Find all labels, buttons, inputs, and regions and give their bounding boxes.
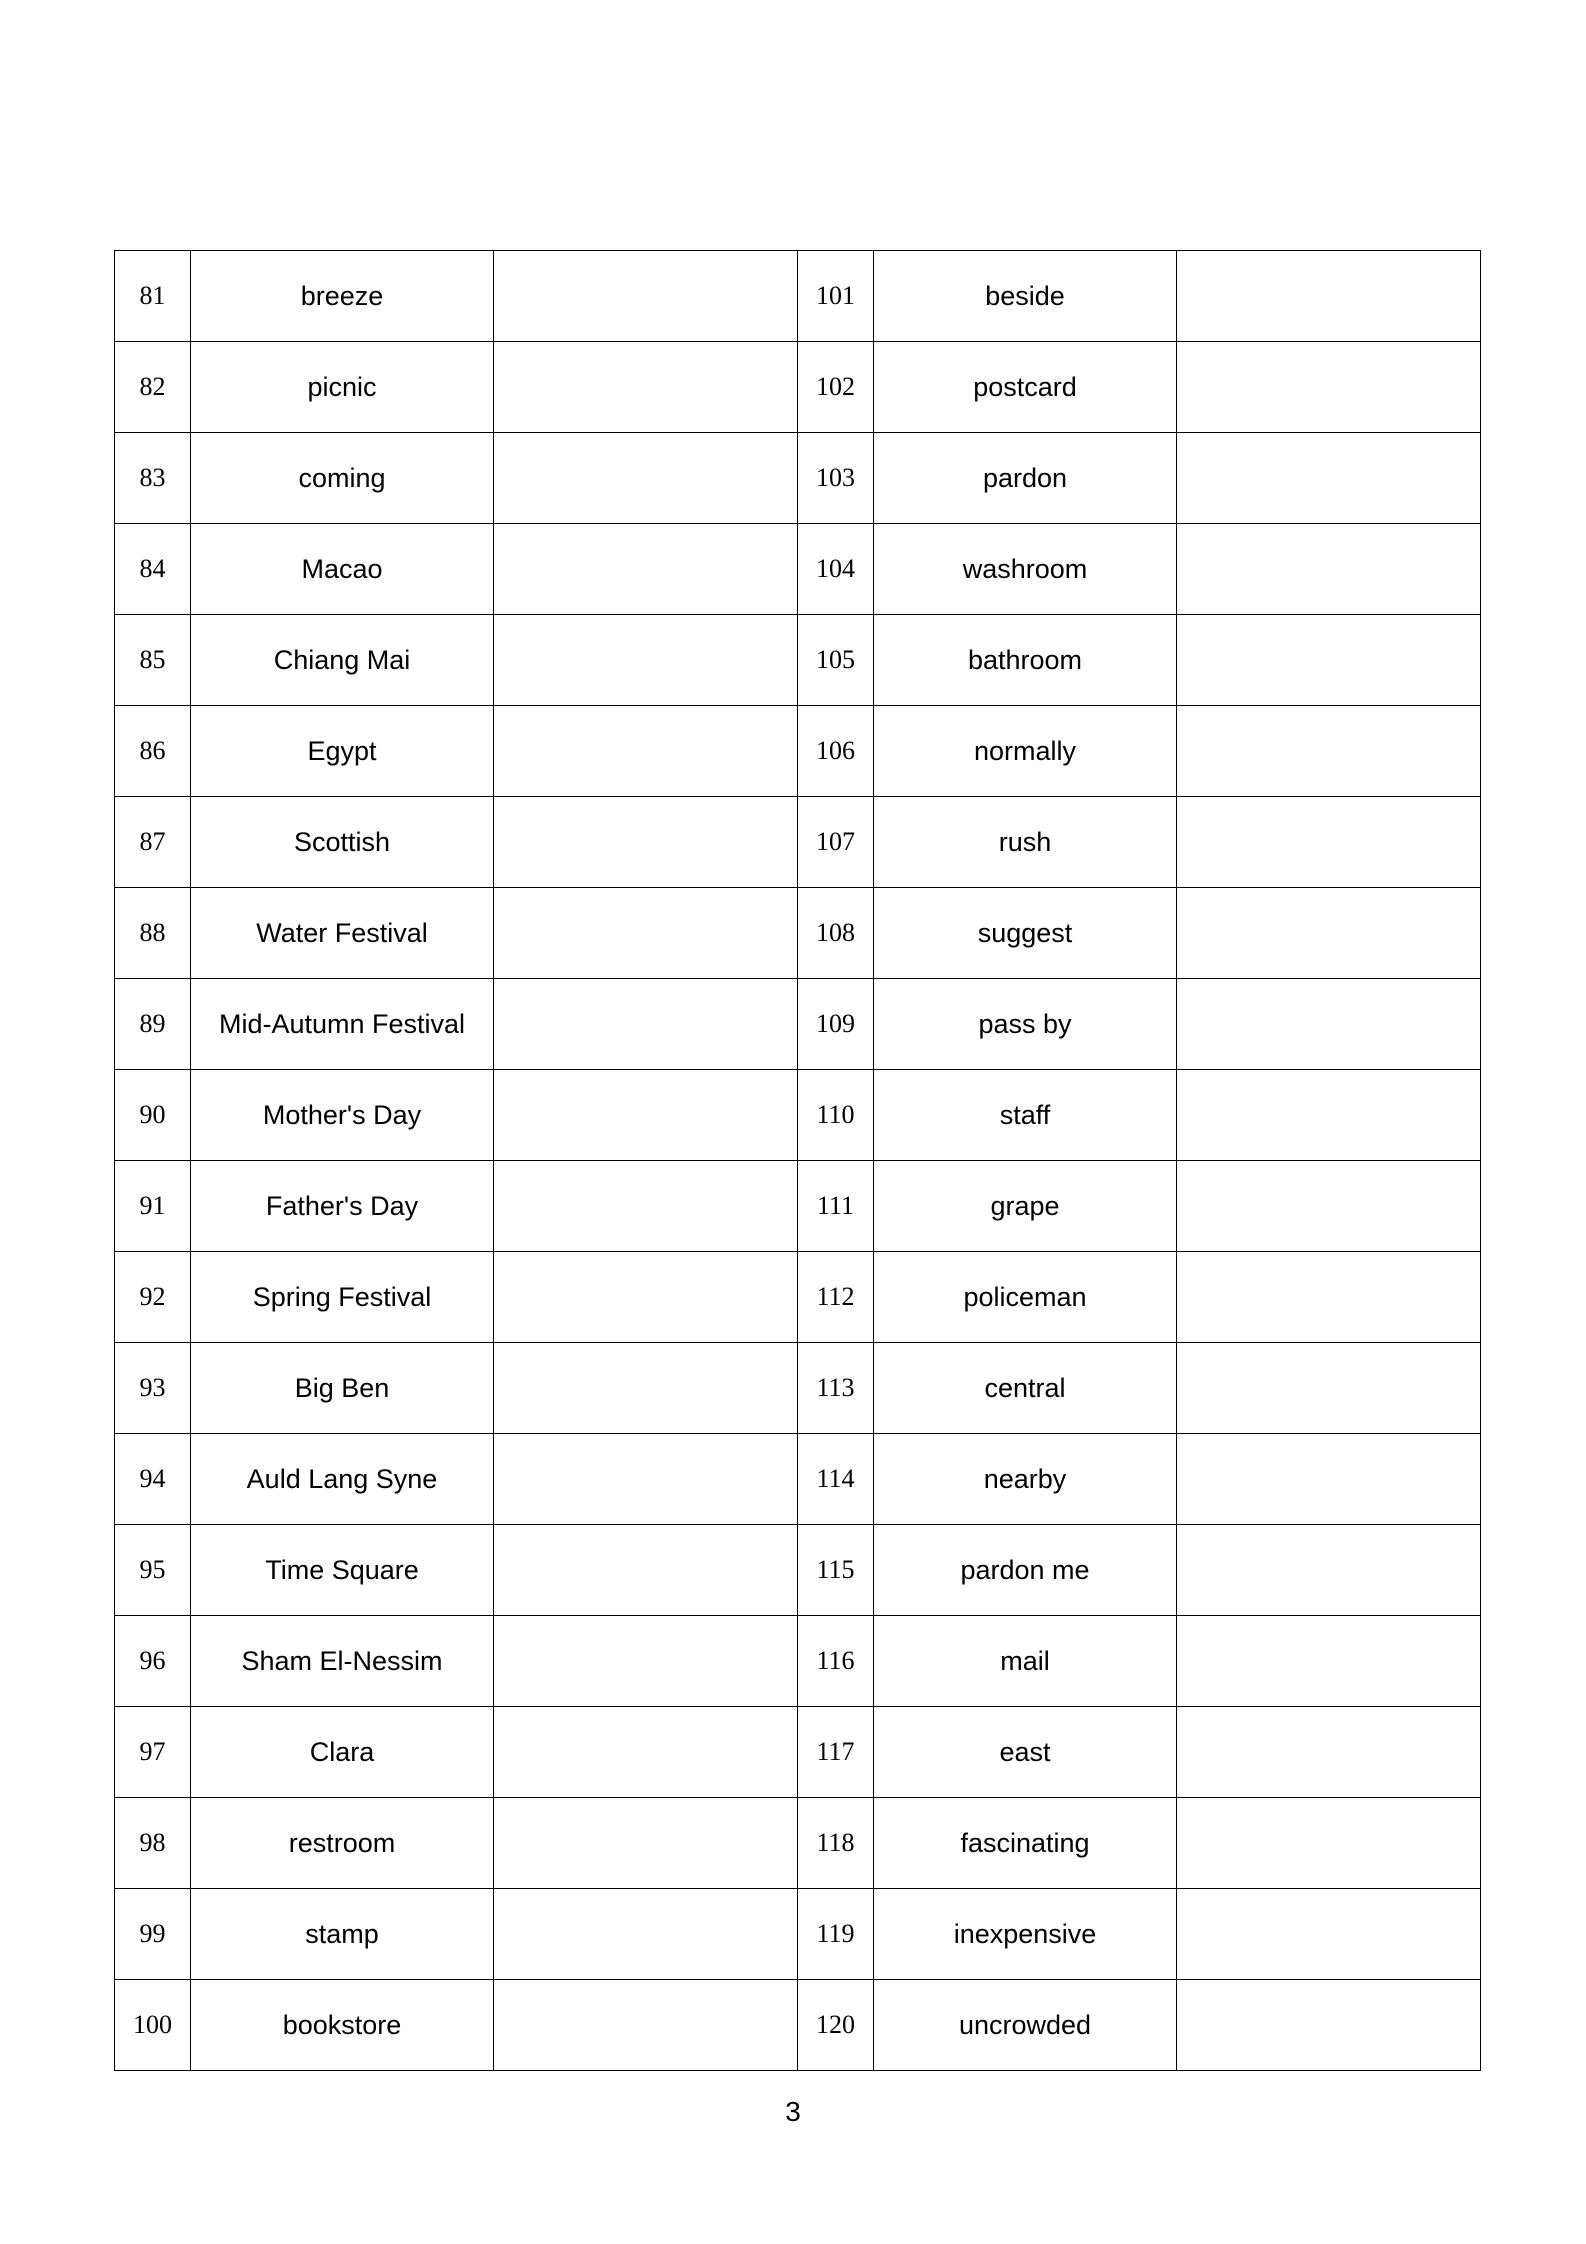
entry-word: central — [874, 1343, 1177, 1434]
answer-cell — [494, 1161, 798, 1252]
answer-cell — [494, 1707, 798, 1798]
entry-number: 118 — [798, 1798, 874, 1889]
entry-word: uncrowded — [874, 1980, 1177, 2071]
answer-cell — [1177, 1525, 1481, 1616]
table-row — [115, 888, 1481, 979]
entry-word: Spring Festival — [191, 1252, 494, 1343]
answer-cell — [494, 1434, 798, 1525]
answer-cell — [1177, 251, 1481, 342]
entry-number: 94 — [115, 1434, 191, 1525]
entry-number: 97 — [115, 1707, 191, 1798]
entry-number: 96 — [115, 1616, 191, 1707]
entry-number: 83 — [115, 433, 191, 524]
entry-number: 90 — [115, 1070, 191, 1161]
entry-number: 106 — [798, 706, 874, 797]
entry-number: 99 — [115, 1889, 191, 1980]
answer-cell — [494, 1252, 798, 1343]
table-row — [115, 1980, 1481, 2071]
entry-number: 92 — [115, 1252, 191, 1343]
answer-cell — [1177, 1252, 1481, 1343]
entry-number: 102 — [798, 342, 874, 433]
entry-word: Mother's Day — [191, 1070, 494, 1161]
entry-word: Time Square — [191, 1525, 494, 1616]
entry-word: grape — [874, 1161, 1177, 1252]
table-row — [115, 1434, 1481, 1525]
entry-number: 87 — [115, 797, 191, 888]
entry-word: rush — [874, 797, 1177, 888]
entry-word: inexpensive — [874, 1889, 1177, 1980]
table-row — [115, 979, 1481, 1070]
answer-cell — [494, 524, 798, 615]
table-row — [115, 1616, 1481, 1707]
entry-word: fascinating — [874, 1798, 1177, 1889]
table-row — [115, 1343, 1481, 1434]
entry-word: Egypt — [191, 706, 494, 797]
table-row — [115, 433, 1481, 524]
vocabulary-table — [114, 250, 1481, 2071]
answer-cell — [494, 615, 798, 706]
entry-number: 119 — [798, 1889, 874, 1980]
answer-cell — [1177, 706, 1481, 797]
entry-number: 85 — [115, 615, 191, 706]
entry-number: 113 — [798, 1343, 874, 1434]
entry-word: restroom — [191, 1798, 494, 1889]
vocabulary-table-body — [115, 251, 1481, 2071]
entry-word: suggest — [874, 888, 1177, 979]
entry-number: 112 — [798, 1252, 874, 1343]
answer-cell — [494, 251, 798, 342]
entry-word: Big Ben — [191, 1343, 494, 1434]
table-row — [115, 1525, 1481, 1616]
entry-word: Sham El-Nessim — [191, 1616, 494, 1707]
entry-number: 101 — [798, 251, 874, 342]
entry-word: Auld Lang Syne — [191, 1434, 494, 1525]
entry-number: 88 — [115, 888, 191, 979]
table-row — [115, 524, 1481, 615]
entry-word: coming — [191, 433, 494, 524]
entry-number: 89 — [115, 979, 191, 1070]
answer-cell — [494, 342, 798, 433]
answer-cell — [1177, 1434, 1481, 1525]
answer-cell — [1177, 1798, 1481, 1889]
entry-number: 117 — [798, 1707, 874, 1798]
answer-cell — [1177, 615, 1481, 706]
answer-cell — [1177, 1980, 1481, 2071]
answer-cell — [1177, 1070, 1481, 1161]
entry-number: 103 — [798, 433, 874, 524]
answer-cell — [494, 1070, 798, 1161]
table-row — [115, 1070, 1481, 1161]
entry-number: 91 — [115, 1161, 191, 1252]
entry-word: washroom — [874, 524, 1177, 615]
entry-word: pardon me — [874, 1525, 1177, 1616]
table-row — [115, 1707, 1481, 1798]
entry-number: 116 — [798, 1616, 874, 1707]
entry-number: 108 — [798, 888, 874, 979]
entry-word: staff — [874, 1070, 1177, 1161]
entry-word: Macao — [191, 524, 494, 615]
table-row — [115, 1798, 1481, 1889]
answer-cell — [494, 1616, 798, 1707]
entry-number: 104 — [798, 524, 874, 615]
answer-cell — [1177, 342, 1481, 433]
table-row — [115, 251, 1481, 342]
answer-cell — [494, 1798, 798, 1889]
answer-cell — [1177, 524, 1481, 615]
answer-cell — [494, 1980, 798, 2071]
entry-word: picnic — [191, 342, 494, 433]
entry-word: beside — [874, 251, 1177, 342]
answer-cell — [494, 1343, 798, 1434]
table-row — [115, 342, 1481, 433]
entry-number: 111 — [798, 1161, 874, 1252]
entry-word: stamp — [191, 1889, 494, 1980]
entry-word: pass by — [874, 979, 1177, 1070]
entry-number: 95 — [115, 1525, 191, 1616]
entry-word: east — [874, 1707, 1177, 1798]
answer-cell — [1177, 797, 1481, 888]
answer-cell — [1177, 1161, 1481, 1252]
entry-number: 120 — [798, 1980, 874, 2071]
entry-word: nearby — [874, 1434, 1177, 1525]
answer-cell — [494, 888, 798, 979]
answer-cell — [494, 979, 798, 1070]
table-row — [115, 797, 1481, 888]
entry-word: Clara — [191, 1707, 494, 1798]
answer-cell — [494, 797, 798, 888]
table-row — [115, 615, 1481, 706]
answer-cell — [1177, 433, 1481, 524]
entry-number: 100 — [115, 1980, 191, 2071]
entry-word: breeze — [191, 251, 494, 342]
entry-number: 105 — [798, 615, 874, 706]
answer-cell — [494, 1525, 798, 1616]
table-row — [115, 1252, 1481, 1343]
entry-number: 98 — [115, 1798, 191, 1889]
entry-word: normally — [874, 706, 1177, 797]
answer-cell — [1177, 1707, 1481, 1798]
entry-number: 107 — [798, 797, 874, 888]
entry-number: 114 — [798, 1434, 874, 1525]
entry-word: mail — [874, 1616, 1177, 1707]
answer-cell — [1177, 1889, 1481, 1980]
entry-number: 84 — [115, 524, 191, 615]
entry-number: 110 — [798, 1070, 874, 1161]
answer-cell — [1177, 979, 1481, 1070]
entry-number: 115 — [798, 1525, 874, 1616]
table-row — [115, 1161, 1481, 1252]
answer-cell — [494, 433, 798, 524]
entry-word: Water Festival — [191, 888, 494, 979]
page-number: 3 — [785, 2096, 801, 2127]
entry-word: bookstore — [191, 1980, 494, 2071]
entry-word: postcard — [874, 342, 1177, 433]
entry-number: 86 — [115, 706, 191, 797]
answer-cell — [1177, 1343, 1481, 1434]
entry-word: Mid-Autumn Festival — [191, 979, 494, 1070]
table-row — [115, 1889, 1481, 1980]
entry-word: Father's Day — [191, 1161, 494, 1252]
entry-number: 82 — [115, 342, 191, 433]
entry-word: policeman — [874, 1252, 1177, 1343]
entry-number: 93 — [115, 1343, 191, 1434]
answer-cell — [1177, 1616, 1481, 1707]
entry-word: bathroom — [874, 615, 1177, 706]
entry-word: pardon — [874, 433, 1177, 524]
answer-cell — [494, 1889, 798, 1980]
table-row — [115, 706, 1481, 797]
entry-word: Scottish — [191, 797, 494, 888]
answer-cell — [494, 706, 798, 797]
entry-word: Chiang Mai — [191, 615, 494, 706]
entry-number: 109 — [798, 979, 874, 1070]
answer-cell — [1177, 888, 1481, 979]
entry-number: 81 — [115, 251, 191, 342]
